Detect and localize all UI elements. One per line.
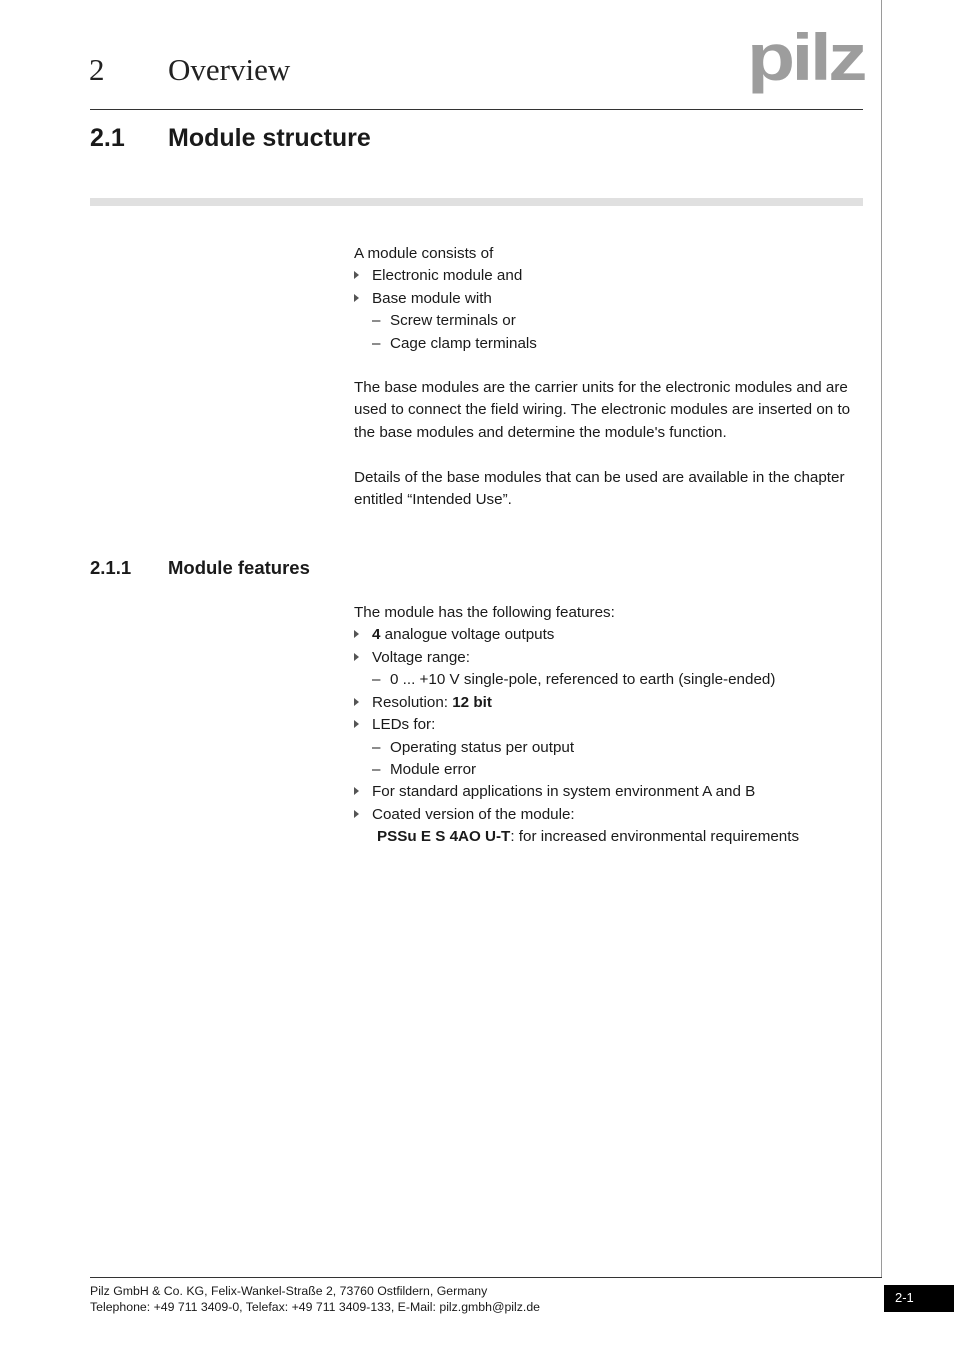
chapter-title: Overview [168,52,291,87]
structure-intro: A module consists of [354,245,494,262]
list-item: Coated version of the module: [354,804,575,826]
bullet-arrow-icon [354,271,359,279]
bullet-arrow-icon [354,294,359,302]
bullet-arrow-icon [354,720,359,728]
header-rule [90,109,863,110]
list-item: For standard applications in system environment A and B [354,781,755,803]
sub-list-item: – Cage clamp terminals [372,335,537,352]
list-item: Resolution: 12 bit [354,692,492,714]
coated-version-detail: PSSu E S 4AO U-T: for increased environmental requirements [377,828,800,845]
section-divider-bar [90,198,863,206]
sub-list-item: – Operating status per output [372,739,575,756]
footer-contact: Telephone: +49 711 3409-0, Telefax: +49 711 3409-133, E-Mail: pilz.gmbh@pilz.de [90,1300,541,1314]
right-margin-rule [881,0,882,1277]
list-item: 4 analogue voltage outputs [354,624,554,646]
sub-list-item: – Module error [372,761,477,778]
subsection-title: Module features [168,557,310,578]
footer-address: Pilz GmbH & Co. KG, Felix-Wankel-Straße 2, 73760 Ostfildern, Germany [90,1284,488,1298]
list-item: Electronic module and [354,265,522,287]
pilz-logo [747,26,865,96]
bullet-arrow-icon [354,653,359,661]
bullet-arrow-icon [354,810,359,818]
sub-list-item: – Screw terminals or [372,312,516,329]
list-item: LEDs for: [354,714,435,736]
features-intro: The module has the following features: [354,604,615,621]
section-title: Module structure [168,124,371,152]
bullet-arrow-icon [354,630,359,638]
structure-paragraph-1: The base modules are the carrier units for the electronic modules and are used to connect the field wiring. The electronic modules are inserted on to the base modules and determine the module's function. [354,379,851,441]
page-number: 2-1 [895,1290,914,1305]
chapter-number: 2 [89,52,105,87]
list-item: Base module with [354,288,492,310]
svg-text:pilz: pilz [747,26,865,94]
section-number: 2.1 [90,124,125,152]
subsection-number: 2.1.1 [90,557,132,578]
page-number-badge [884,1285,954,1312]
bullet-arrow-icon [354,787,359,795]
sub-list-item: – 0 ... +10 V single-pole, referenced to earth (single-ended) [372,671,776,688]
structure-paragraph-2: Details of the base modules that can be used are available in the chapter entitled “Intended Use”. [354,469,845,509]
bullet-arrow-icon [354,698,359,706]
list-item: Voltage range: [354,647,470,669]
footer-rule [90,1277,882,1278]
